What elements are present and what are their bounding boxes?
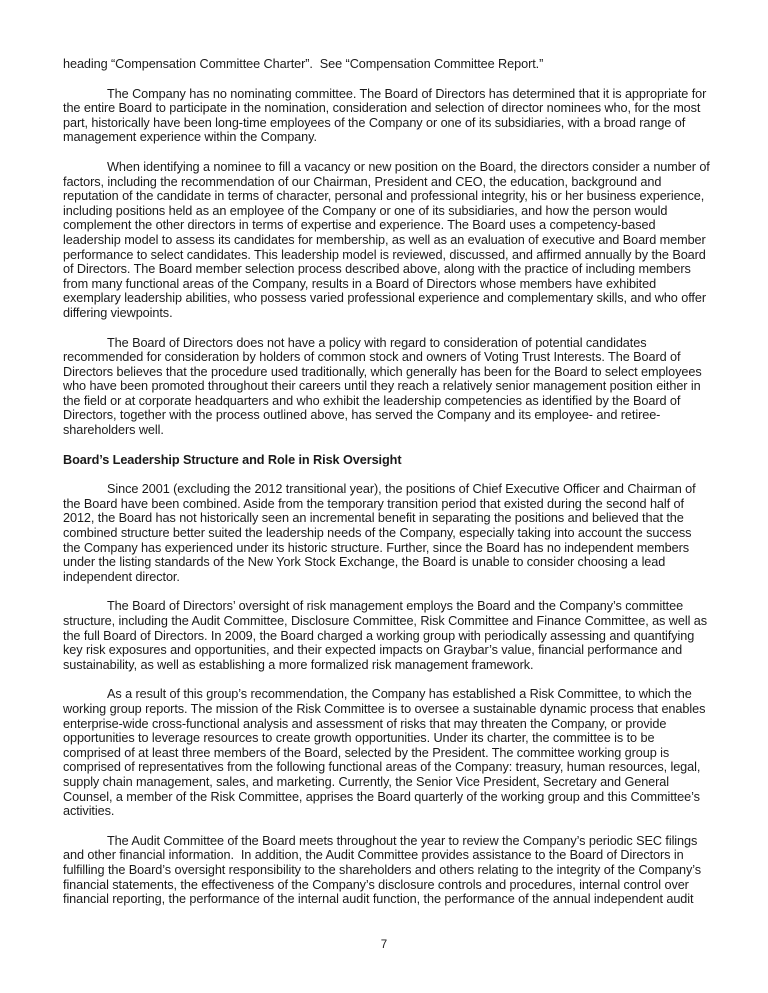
paragraph-risk-oversight: The Board of Directors’ oversight of risk management employs the Board and the Company’s committee structure, including the Audit Committee, Disclosure Committee, Risk Committee and Finance Committee, as well as the full Board of Directors. In 2009, the Board charged a working group with periodically assessing and quantifying key risk exposures and opportunities, and their expected impacts on Graybar’s value, financial performance and sustainability, as well as establishing a more formalized risk management framework. [63, 599, 711, 672]
paragraph-candidate-policy: The Board of Directors does not have a policy with regard to consideration of potential candidates recommended for consideration by holders of common stock and owners of Voting Trust Interests. The Board of Directors believes that the procedure used traditionally, which generally has been for the Board to select employees who have been promoted throughout their careers until they reach a relatively senior management position either in the field or at corporate headquarters and who exhibit the leadership competencies as identified by the Board of Directors, together with the process outlined above, has served the Company and its employee- and retiree-shareholders well. [63, 335, 706, 438]
paragraph-nominating-committee: The Company has no nominating committee. The Board of Directors has determined that it is appropriate for the entire Board to participate in the nomination, consideration and selection of director nominees who, for the most part, historically have been long-time employees of the Company or one of its subsidiaries, with a broad range of management experience within the Company. [63, 86, 710, 145]
continuation-text-line: heading “Compensation Committee Charter”. See “Compensation Committee Report.” [63, 57, 544, 71]
document-body [63, 57, 714, 907]
section-heading-leadership-structure: Board’s Leadership Structure and Role in Risk Oversight [63, 452, 402, 467]
page-number: 7 [380, 939, 388, 951]
paragraph-leadership-structure: Since 2001 (excluding the 2012 transitional year), the positions of Chief Executive Officer and Chairman of the Board have been combined. Aside from the temporary transition period that existed during the second half of 2012, the Board has not historically seen an incremental benefit in separating the positions and believed that the combined structure better suited the leadership needs of the Company, especially taking into account the success the Company has experienced under its historic structure. Further, since the Board has no independent members under the listing standards of the New York Stock Exchange, the Board is unable to consider choosing a lead independent director. [63, 482, 700, 584]
paragraph-risk-committee: As a result of this group’s recommendation, the Company has established a Risk Committee, to which the working group reports. The mission of the Risk Committee is to oversee a sustainable dynamic process that enables enterprise-wide cross-functional analysis and assessment of risks that may threaten the Company, or provide opportunities to leverage resources to create growth opportunities. Under its charter, the committee is to be comprised of at least three members of the Board, selected by the President. The committee working group is comprised of representatives from the following functional areas of the Company: treasury, human resources, legal, supply chain management, sales, and marketing. Currently, the Senior Vice President, Secretary and General Counsel, a member of the Risk Committee, apprises the Board quarterly of the working group and this Committee’s activities. [63, 687, 709, 819]
paragraph-audit-committee: The Audit Committee of the Board meets throughout the year to review the Company’s periodic SEC filings and other financial information. In addition, the Audit Committee provides assistance to the Board of Directors in fulfilling the Board’s oversight responsibility to the shareholders and others relating to the integrity of the Company’s financial statements, the effectiveness of the Company’s disclosure controls and procedures, internal control over financial reporting, the performance of the internal audit function, the performance of the annual independent audit [63, 833, 705, 907]
paragraph-nominee-identification: When identifying a nominee to fill a vacancy or new position on the Board, the directors consider a number of factors, including the recommendation of our Chairman, President and CEO, the education, background and reputation of the candidate in terms of character, personal and professional integrity, his or her business experience, including positions held as an employee of the Company or one of its subsidiaries, and how the person would complement the other directors in terms of expertise and experience. The Board uses a competency-based leadership model to assess its candidates for membership, as well as an evaluation of executive and Board member performance to select candidates. This leadership model is reviewed, discussed, and affirmed annually by the Board of Directors. The Board member selection process described above, along with the practice of including members from many functional areas of the Company, results in a Board of Directors whose members have exhibited exemplary leadership abilities, who possess varied professional experience and complementary skills, and who offer differing viewpoints. [63, 159, 714, 320]
